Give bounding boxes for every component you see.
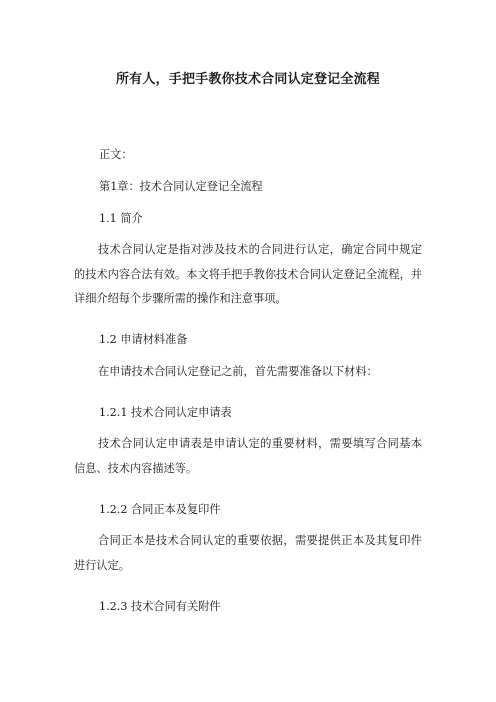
paragraph-application-form: 技术合同认定申请表是申请认定的重要材料，需要填写合同基本信息、技术内容描述等。 (74, 437, 422, 475)
chapter-heading: 第1章：技术合同认定登记全流程 (99, 180, 263, 193)
body-label: 正文： (99, 148, 133, 161)
section-heading-1-2: 1.2 申请材料准备 (99, 333, 188, 346)
section-heading-1-2-2: 1.2.2 合同正本及复印件 (99, 503, 221, 516)
section-heading-1-2-3: 1.2.3 技术合同有关附件 (99, 600, 221, 613)
document-title: 所有人，手把手教你技术合同认定登记全流程 (115, 72, 380, 87)
paragraph-materials: 在申请技术合同认定登记之前，首先需要准备以下材料： (98, 365, 378, 378)
section-heading-1-2-1: 1.2.1 技术合同认定申请表 (99, 406, 232, 419)
paragraph-contract-original: 合同正本是技术合同认定的重要依据，需要提供正本及其复印件进行认定。 (74, 534, 422, 572)
paragraph-intro: 技术合同认定是指对涉及技术的合同进行认定，确定合同中规定的技术内容合法有效。本文将手把手教你技术合同认定登记全流程，并详细介绍每个步骤所需的操作和注意事项。 (74, 243, 422, 305)
section-heading-1-1: 1.1 简介 (99, 212, 143, 225)
